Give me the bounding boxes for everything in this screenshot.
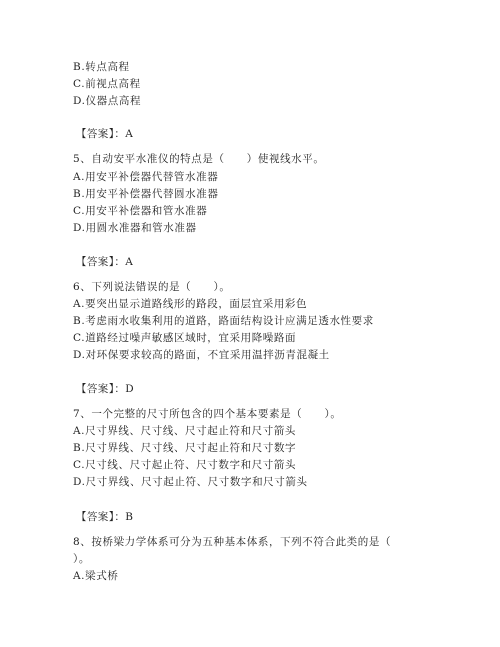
option-a: A.尺寸界线、尺寸线、尺寸起止符和尺寸箭头 xyxy=(73,425,297,437)
answer-line: 【答案】：A xyxy=(76,256,134,268)
question-8-continued: ）。 xyxy=(73,553,90,565)
answer-line: 【答案】：A xyxy=(76,128,134,140)
option-d: D.尺寸界线、尺寸起止符、尺寸数字和尺寸箭头 xyxy=(73,476,308,488)
question-8: 8、按桥梁力学体系可分为五种基本体系，下列不符合此类的是（ xyxy=(73,536,392,548)
question-5: 5、自动安平水准仪的特点是（ ）使视线水平。 xyxy=(73,153,325,165)
option-d: D.用圆水准器和管水准器 xyxy=(73,222,197,234)
option-a: A.梁式桥 xyxy=(73,570,119,582)
option-a: A.用安平补偿器代替管水准器 xyxy=(73,171,219,183)
option-b: B.尺寸界线、尺寸线、尺寸起止符和尺寸数字 xyxy=(73,442,297,454)
option-b: B.考虑雨水收集利用的道路，路面结构设计应满足透水性要求 xyxy=(73,315,374,327)
answer-line: 【答案】：D xyxy=(76,383,135,395)
option-c: C.前视点高程 xyxy=(73,78,141,90)
option-b: B.用安平补偿器代替圆水准器 xyxy=(73,188,219,200)
option-c: C.尺寸线、尺寸起止符、尺寸数字和尺寸箭头 xyxy=(73,459,297,471)
option-c: C.用安平补偿器和管水准器 xyxy=(73,205,208,217)
option-a: A.要突出显示道路线形的路段，面层宜采用彩色 xyxy=(73,298,308,310)
question-6: 6、下列说法错误的是（ ）。 xyxy=(73,281,231,293)
question-7: 7、一个完整的尺寸所包含的四个基本要素是（ ）。 xyxy=(73,408,342,420)
option-c: C.道路经过噪声敏感区域时，宜采用降噪路面 xyxy=(73,332,297,344)
option-d: D.对环保要求较高的路面，不宜采用温拌沥青混凝土 xyxy=(73,349,330,361)
option-b: B.转点高程 xyxy=(73,61,130,73)
answer-line: 【答案】：B xyxy=(76,511,134,523)
option-d: D.仪器点高程 xyxy=(73,95,142,107)
